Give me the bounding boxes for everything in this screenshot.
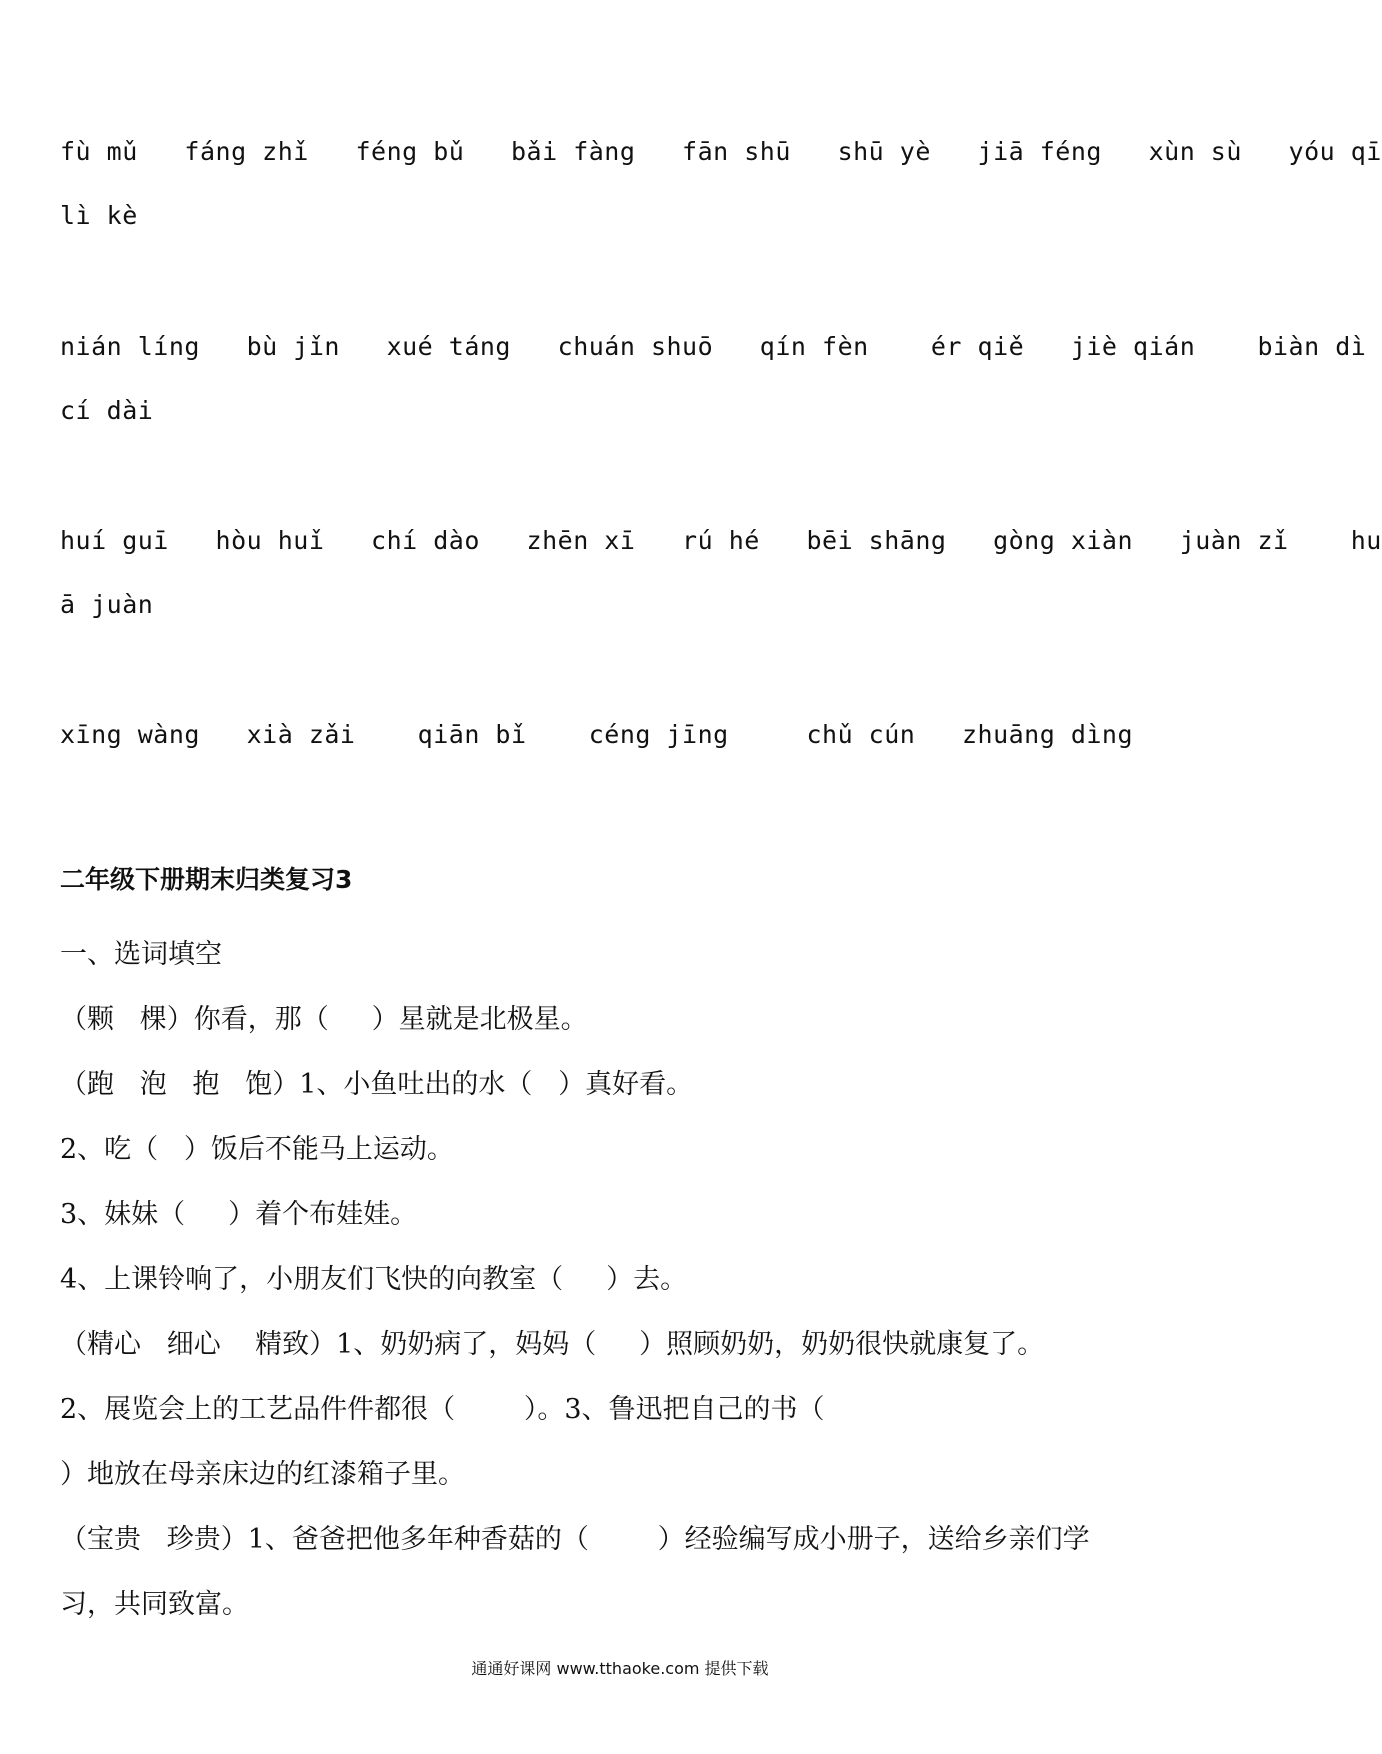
exercise-line: 4、上课铃响了，小朋友们飞快的向教室（ ）去。: [60, 1264, 688, 1295]
exercise-line: （宝贵 珍贵）1、爸爸把他多年种香菇的（ ）经验编写成小册子，送给乡亲们学: [60, 1524, 1090, 1555]
exercise-line: 2、展览会上的工艺品件件都很（ ）。3、鲁迅把自己的书（: [60, 1394, 825, 1425]
exercise-heading: 一、选词填空: [60, 939, 222, 970]
pinyin-line-6: ā juàn: [60, 590, 154, 619]
exercise-line: （精心 细心 精致）1、奶奶病了，妈妈（ ）照顾奶奶，奶奶很快就康复了。: [60, 1329, 1045, 1360]
exercise-line: （颗 棵）你看，那（ ）星就是北极星。: [60, 1004, 588, 1035]
exercise-line: 2、吃（ ）饭后不能马上运动。: [60, 1134, 454, 1165]
page-footer: 通通好课网 www.tthaoke.com 提供下载: [471, 1659, 769, 1678]
exercise-line: （跑 泡 抱 饱）1、小鱼吐出的水（ ）真好看。: [60, 1069, 694, 1100]
exercise-line: 习，共同致富。: [60, 1589, 249, 1620]
pinyin-line-3: nián líng bù jǐn xué táng chuán shuō qín fèn ér qiě jiè qián biàn dì: [60, 332, 1367, 361]
pinyin-line-5: huí guī hòu huǐ chí dào zhēn xī rú hé bēi shāng gòng xiàn juàn zǐ hu: [60, 526, 1382, 555]
pinyin-line-2: lì kè: [60, 201, 138, 230]
pinyin-line-7: xīng wàng xià zǎi qiān bǐ céng jīng chǔ cún zhuāng dìng: [60, 720, 1134, 749]
section-title: 二年级下册期末归类复习3: [60, 865, 353, 894]
pinyin-line-1: fù mǔ fáng zhǐ féng bǔ bǎi fàng fān shū shū yè jiā féng xùn sù yóu qī: [60, 137, 1382, 166]
exercise-line: 3、妹妹（ ）着个布娃娃。: [60, 1199, 418, 1230]
exercise-line: ）地放在母亲床边的红漆箱子里。: [60, 1459, 465, 1490]
pinyin-line-4: cí dài: [60, 396, 154, 425]
